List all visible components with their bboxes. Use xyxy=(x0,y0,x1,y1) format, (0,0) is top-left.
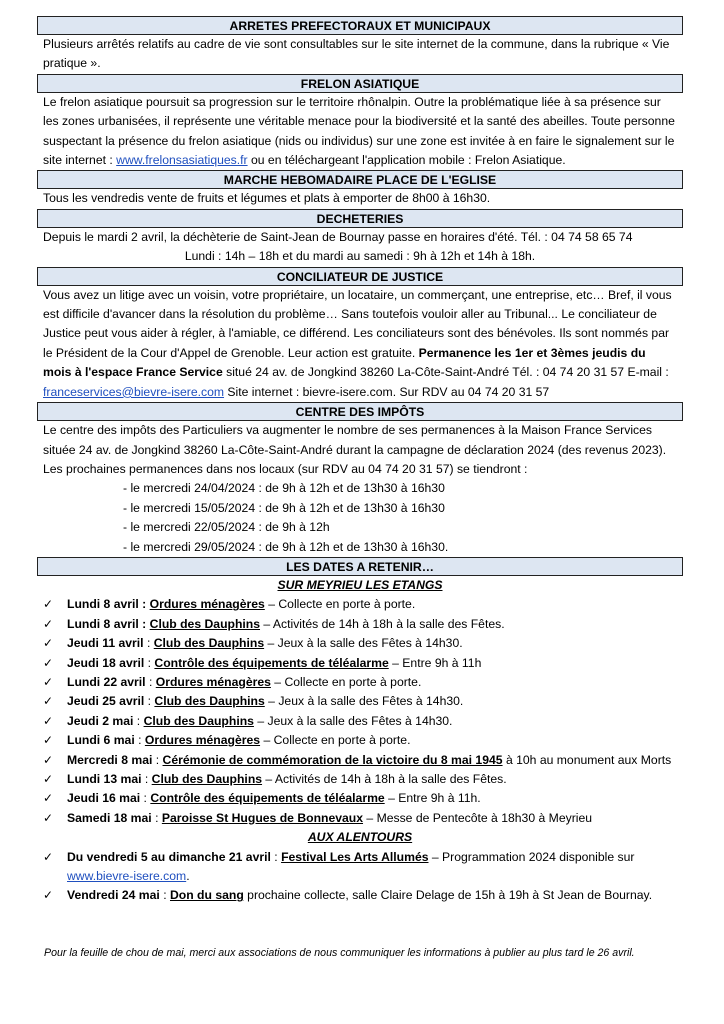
conciliateur-address: situé 24 av. de Jongkind 38260 La-Côte-Saint-André Tél. : 04 74 20 31 57 E-mail : xyxy=(222,365,669,380)
list-item xyxy=(37,731,683,750)
event-day: Mercredi 8 mai xyxy=(67,752,153,767)
event-name: Don du sang xyxy=(169,888,244,903)
section-header-frelon: FRELON ASIATIQUE xyxy=(37,74,683,93)
subheading-meyrieu: SUR MEYRIEU LES ETANGS xyxy=(277,577,443,592)
bulletin-page xyxy=(37,16,683,906)
conciliateur-permanence: Permanence les 1er et 3èmes jeudis du mois à l'espace France Service xyxy=(43,345,646,380)
events-alentours-list xyxy=(37,848,683,906)
event-detail: – Jeux à la salle des Fêtes à 14h30. xyxy=(264,694,464,709)
event-sep: : xyxy=(270,849,282,864)
event-sep: : xyxy=(143,636,154,651)
event-name: Cérémonie de commémoration de la victoire du 8 mai 1945 xyxy=(162,752,503,767)
event-sep: : xyxy=(134,733,145,748)
section-header-arretes: ARRETES PREFECTORAUX ET MUNICIPAUX xyxy=(37,16,683,35)
checkmark-icon: ✓ xyxy=(43,849,54,864)
event-sep: : xyxy=(145,674,156,689)
event-sep: : xyxy=(138,597,150,612)
list-item xyxy=(37,789,683,808)
event-sep: : xyxy=(140,791,151,806)
event-day: Lundi 8 avril xyxy=(67,616,139,631)
event-day: Lundi 8 avril xyxy=(67,597,139,612)
impots-date-4: - le mercredi 29/05/2024 : de 9h à 12h et de 13h30 à 16h30. xyxy=(123,539,449,554)
conciliateur-website: Site internet : bievre-isere.com. Sur RDV au 04 74 20 31 57 xyxy=(224,384,550,399)
events-meyrieu-list xyxy=(37,595,683,828)
checkmark-icon: ✓ xyxy=(43,733,54,748)
list-item xyxy=(37,886,683,905)
event-day: Lundi 6 mai xyxy=(67,733,135,748)
frelon-text xyxy=(37,93,683,171)
event-detail: – Collecte en porte à porte. xyxy=(260,733,411,748)
arretes-text: Plusieurs arrêtés relatifs au cadre de vie sont consultables sur le site internet de la commune, dans la rubrique « Vie pratique ». xyxy=(43,37,670,71)
frelon-website-link[interactable]: www.frelonsasiatiques.fr xyxy=(116,153,248,168)
section-header-marche: MARCHE HEBOMADAIRE PLACE DE L'EGLISE xyxy=(37,170,683,189)
event-detail: – Jeux à la salle des Fêtes à 14h30. xyxy=(264,636,463,651)
bievre-isere-link[interactable]: www.bievre-isere.com xyxy=(67,869,187,884)
checkmark-icon: ✓ xyxy=(43,694,54,709)
section-header-conciliateur: CONCILIATEUR DE JUSTICE xyxy=(37,267,683,286)
event-name: Club des Dauphins xyxy=(151,772,263,786)
event-name: Ordures ménagères xyxy=(149,597,265,612)
event-detail: – Jeux à la salle des Fêtes à 14h30. xyxy=(253,713,453,728)
event-name: Club des Dauphins xyxy=(153,636,265,651)
impots-text2: Les prochaines permanences dans nos locaux (sur RDV au 04 74 20 31 57) se tiendront : xyxy=(43,461,528,476)
list-item xyxy=(37,615,683,634)
event-sep: : xyxy=(152,752,163,767)
checkmark-icon: ✓ xyxy=(43,888,54,903)
event-name: Contrôle des équipements de téléalarme xyxy=(154,655,389,670)
event-detail: – Collecte en porte à porte. xyxy=(270,674,422,689)
event-detail: – Programmation 2024 disponible sur xyxy=(428,849,635,864)
list-item xyxy=(37,751,683,770)
list-item xyxy=(37,634,683,653)
event-sep: : xyxy=(138,616,150,631)
franceservices-email-link[interactable]: franceservices@bievre-isere.com xyxy=(43,384,225,399)
frelon-text-main: Le frelon asiatique poursuit sa progression sur le territoire rhônalpin. Outre la problématique liée à sa présence sur les zones urbanisées, il représente une véritable menace pour la biodiversité et la santé des abeilles. Toute personne suspectant la présence du frelon asiatique (nids ou individus) sur une zone est invitée à en faire le signalement sur le site internet : xyxy=(43,94,675,168)
section-header-decheteries: DECHETERIES xyxy=(37,209,683,228)
section-header-dates: LES DATES A RETENIR… xyxy=(37,557,683,576)
frelon-text-after: ou en téléchargeant l'application mobile : Frelon Asiatique. xyxy=(247,153,566,168)
footer-note: Pour la feuille de chou de mai, merci aux associations de nous communiquer les informations à publier au plus tard le 26 avril. xyxy=(44,947,635,959)
event-name: Ordures ménagères xyxy=(144,733,261,748)
conciliateur-text-main: Vous avez un litige avec un voisin, votre propriétaire, un locataire, un commerçant, une entreprise, etc… Bref, il vous est difficile d'avancer dans la résolution du problème… Sans toutefois vouloir aller au Tribunal... Le conciliateur de Justice peut vous aider à régler, à l'amiable, ce différend. Les conciliateurs sont des bénévoles. Ils sont nommés par le Président de la Cour d'Appel de Grenoble. Leur action est gratuite. xyxy=(43,287,672,360)
checkmark-icon: ✓ xyxy=(43,713,54,728)
decheteries-line1: Depuis le mardi 2 avril, la déchèterie de Saint-Jean de Bournay passe en horaires d'été. Tél. : 04 74 58 65 74 xyxy=(43,229,633,244)
marche-text: Tous les vendredis vente de fruits et légumes et plats à emporter de 8h00 à 16h30. xyxy=(43,191,491,206)
event-detail: – Entre 9h à 11h. xyxy=(384,791,481,806)
event-name: Club des Dauphins xyxy=(154,694,265,709)
list-item xyxy=(37,712,683,731)
checkmark-icon: ✓ xyxy=(43,791,54,806)
checkmark-icon: ✓ xyxy=(43,772,54,786)
event-day: Jeudi 11 avril xyxy=(67,636,144,651)
event-day: Jeudi 2 mai xyxy=(67,713,134,728)
event-detail: – Messe de Pentecôte à 18h30 à Meyrieu xyxy=(363,810,593,825)
list-item xyxy=(37,770,683,789)
event-day: Vendredi 24 mai xyxy=(67,888,160,903)
checkmark-icon: ✓ xyxy=(43,636,54,651)
list-item xyxy=(37,595,683,614)
checkmark-icon: ✓ xyxy=(43,597,54,612)
event-day: Lundi 13 mai xyxy=(67,772,142,786)
event-day: Jeudi 16 mai xyxy=(67,791,141,806)
list-item xyxy=(37,848,683,887)
event-day: Samedi 18 mai xyxy=(67,810,152,825)
event-detail: – Collecte en porte à porte. xyxy=(264,597,416,612)
impots-date-3: - le mercredi 22/05/2024 : de 9h à 12h xyxy=(123,520,330,535)
impots-date-2: - le mercredi 15/05/2024 : de 9h à 12h et de 13h30 à 16h30 xyxy=(123,500,445,515)
event-sep: : xyxy=(151,810,162,825)
event-day: Lundi 22 avril xyxy=(67,674,146,689)
list-item xyxy=(37,692,683,711)
impots-text: Le centre des impôts des Particuliers va augmenter le nombre de ses permanences à la Maison France Services située 24 av. de Jongkind 38260 La-Côte-Saint-André durant la campagne de déclaration 2024 (des revenus 2023). xyxy=(43,423,667,457)
subheading-alentours: AUX ALENTOURS xyxy=(307,830,413,845)
checkmark-icon: ✓ xyxy=(43,810,54,825)
checkmark-icon: ✓ xyxy=(43,655,54,670)
event-detail: – Activités de 14h à 18h à la salle des Fêtes. xyxy=(262,772,507,786)
event-name: Contrôle des équipements de téléalarme xyxy=(150,791,385,806)
event-sep: : xyxy=(133,713,144,728)
event-sep: : xyxy=(144,694,155,709)
event-detail: – Activités de 14h à 18h à la salle des Fêtes. xyxy=(260,616,505,631)
event-detail: prochaine collecte, salle Claire Delage de 15h à 19h à St Jean de Bournay. xyxy=(243,888,653,903)
conciliateur-text xyxy=(37,286,683,402)
impots-date-1: - le mercredi 24/04/2024 : de 9h à 12h et de 13h30 à 16h30 xyxy=(123,481,445,496)
event-name: Club des Dauphins xyxy=(149,616,261,631)
event-tail: . xyxy=(186,869,190,884)
section-header-impots: CENTRE DES IMPÔTS xyxy=(37,402,683,421)
decheteries-line2: Lundi : 14h – 18h et du mardi au samedi : 9h à 12h et 14h à 18h. xyxy=(184,249,536,264)
event-day: Jeudi 25 avril xyxy=(67,694,145,709)
event-detail: à 10h au monument aux Morts xyxy=(502,752,672,767)
event-name: Paroisse St Hugues de Bonnevaux xyxy=(161,810,364,825)
list-item xyxy=(37,654,683,673)
checkmark-icon: ✓ xyxy=(43,674,54,689)
checkmark-icon: ✓ xyxy=(43,616,54,631)
event-name: Festival Les Arts Allumés xyxy=(281,849,429,864)
event-name: Club des Dauphins xyxy=(143,713,254,728)
checkmark-icon: ✓ xyxy=(43,752,54,767)
event-detail: – Entre 9h à 11h xyxy=(388,655,482,670)
event-name: Ordures ménagères xyxy=(155,674,271,689)
event-day: Jeudi 18 avril xyxy=(67,655,145,670)
event-day: Du vendredi 5 au dimanche 21 avril xyxy=(67,849,271,864)
event-sep: : xyxy=(144,655,155,670)
list-item xyxy=(37,809,683,828)
event-sep: : xyxy=(141,772,152,786)
event-sep: : xyxy=(159,888,170,903)
list-item xyxy=(37,673,683,692)
